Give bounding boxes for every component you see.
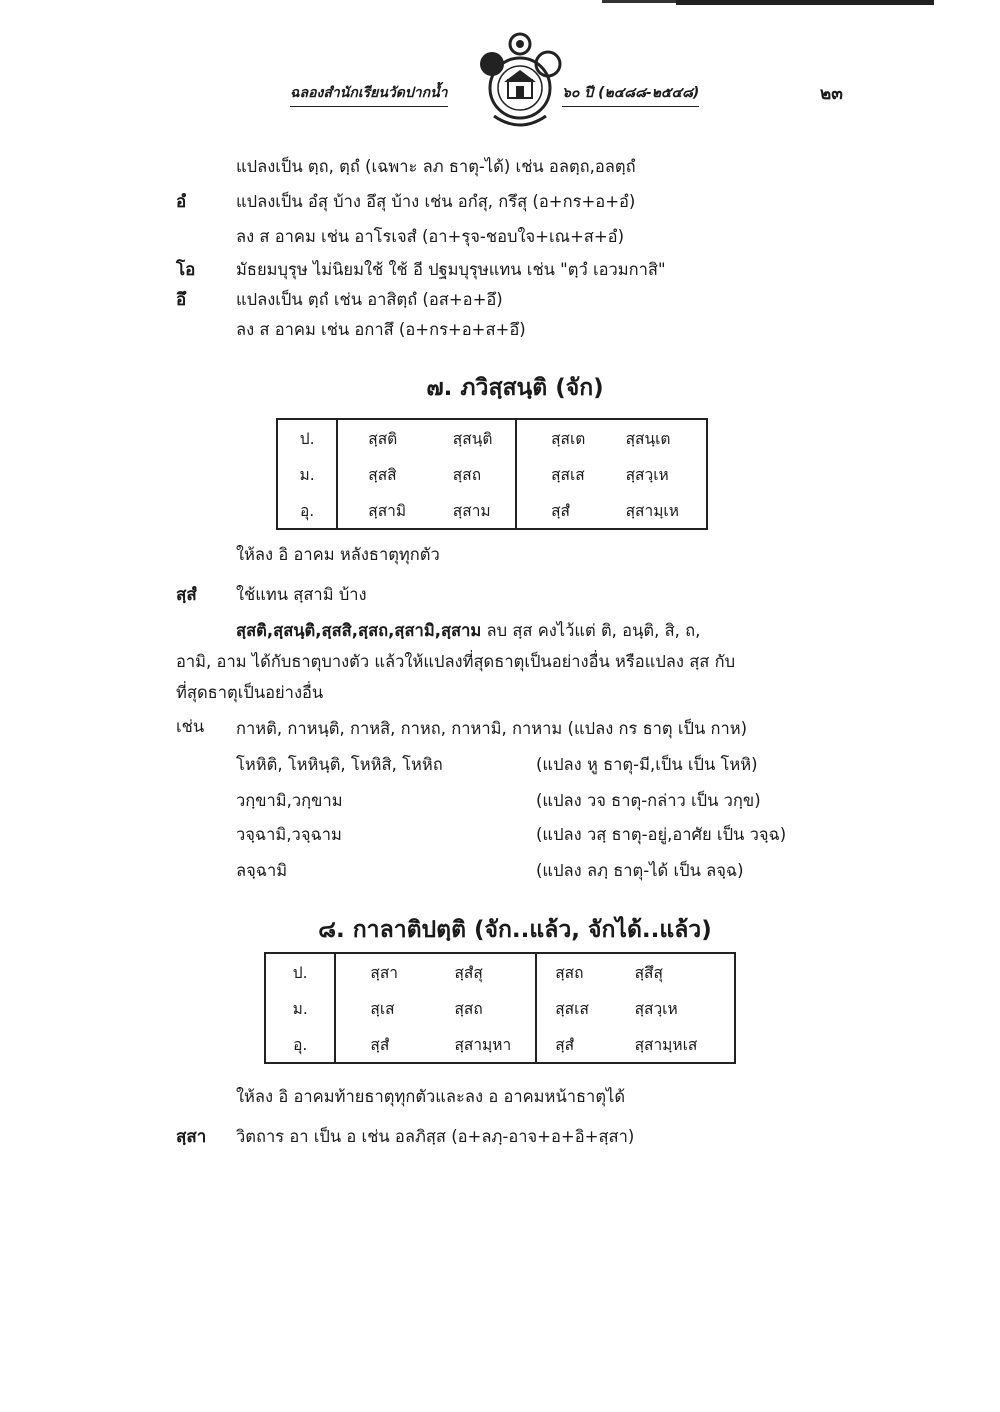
last-text: วิตถาร อา เป็น อ เช่น อลภิสฺส (อ+ลภฺ-อาจ+อ+อิ+สฺสา) xyxy=(236,1127,635,1146)
intro-mark-2: อํ xyxy=(176,192,187,212)
top-rule-thick xyxy=(676,0,934,5)
intro-line-1: แปลงเป็น ตฺถ, ตฺถํ (เฉพาะ ลภ ธาตุ-ได้) เช่น อลตฺถ,อลตฺถํ xyxy=(236,157,636,176)
ending-cell: สฺสึสุ xyxy=(634,963,663,982)
example-5-left: ลจฺฉามิ xyxy=(236,861,288,880)
ending-cell: สฺสเส xyxy=(555,999,589,1018)
example-5-right: (แปลง ลภฺ ธาตุ-ได้ เป็น ลจฺฉ) xyxy=(536,861,744,880)
ending-cell: สฺสนฺติ xyxy=(453,419,516,456)
table-row xyxy=(265,953,735,990)
paragraph-bold-endings: สฺสติ,สฺสนฺติ,สฺสสิ,สฺสถ,สฺสามิ,สฺสาม xyxy=(236,621,482,640)
intro-line-2: แปลงเป็น อํสุ บ้าง อึสุ บ้าง เช่น อกํสุ, กรึสุ (อ+กร+อ+อํ) xyxy=(236,192,636,211)
ending-cell: สฺสามิ xyxy=(368,501,407,520)
ending-cell: สฺสถ xyxy=(453,456,516,492)
section-8-table xyxy=(264,952,736,1064)
intro-mark-4: โอ xyxy=(176,260,196,280)
ending-cell: สฺสเต xyxy=(551,429,586,448)
section-7-title: ๗. ภวิสฺสนฺติ (จัก) xyxy=(426,375,604,401)
example-2-left: โหหิติ, โหหินฺติ, โหหิสิ, โหหิถ xyxy=(236,755,443,774)
temple-seal-icon xyxy=(470,30,570,135)
sam-text: ใช้แทน สฺสามิ บ้าง xyxy=(236,585,367,604)
ending-cell: สฺสวฺเห xyxy=(634,999,678,1018)
ending-cell: สฺสติ xyxy=(368,429,398,448)
example-3-right: (แปลง วจ ธาตุ-กล่าว เป็น วกฺข) xyxy=(536,791,761,810)
paragraph-line-3: ที่สุดธาตุเป็นอย่างอื่น xyxy=(176,683,324,702)
table-row xyxy=(265,990,735,1026)
header-right-title: ๖๐ ปี (๒๔๘๘-๒๕๔๘) xyxy=(562,82,699,107)
intro-line-4: มัธยมบุรุษ ไม่นิยมใช้ ใช้ อี ปฐมบุรุษแทน เช่น "ตฺวํ เอวมกาสิ" xyxy=(236,260,666,279)
example-1-left: กาหติ, กาหนฺติ, กาหสิ, กาหถ, กาหามิ, กาหาม (แปลง กร ธาตุ เป็น กาห) xyxy=(236,719,748,738)
person-cell: อุ. xyxy=(277,492,337,529)
section-8-title: ๘. กาลาติปตฺติ (จัก..แล้ว, จักได้..แล้ว) xyxy=(318,917,712,943)
intro-line-3: ลง ส อาคม เช่น อาโรเจสํ (อา+รุจ-ชอบใจ+เณ+ส+อํ) xyxy=(236,227,625,246)
person-cell: อุ. xyxy=(265,1026,335,1063)
example-3-left: วกฺขามิ,วกฺขาม xyxy=(236,791,343,810)
sam-mark: สฺสํ xyxy=(176,585,197,605)
person-cell: ป. xyxy=(277,419,337,456)
paragraph-rest: ลบ สฺส คงไว้แต่ ติ, อนฺติ, สิ, ถ, xyxy=(481,621,701,640)
ending-cell: สฺสามฺหา xyxy=(454,1026,536,1063)
example-4-left: วจฺฉามิ,วจฺฉาม xyxy=(236,825,342,844)
person-cell: ป. xyxy=(265,953,335,990)
intro-mark-5: อึ xyxy=(176,290,187,310)
ending-cell: สฺสสิ xyxy=(368,465,397,484)
section-7-note: ให้ลง อิ อาคม หลังธาตุทุกตัว xyxy=(236,545,440,564)
person-cell: ม. xyxy=(277,456,337,492)
ending-cell: สฺสถ xyxy=(555,963,584,982)
example-4-right: (แปลง วสฺ ธาตุ-อยู่,อาศัย เป็น วจฺฉ) xyxy=(536,825,787,844)
section-8-note: ให้ลง อิ อาคมท้ายธาตุทุกตัวและลง อ อาคมหน้าธาตุได้ xyxy=(236,1087,626,1106)
ending-cell: สฺสํสุ xyxy=(454,953,536,990)
ending-cell: สฺสวฺเห xyxy=(625,465,669,484)
table-row xyxy=(277,456,707,492)
ending-cell: สฺสามฺเห xyxy=(625,501,679,520)
example-2-right: (แปลง หู ธาตุ-มี,เป็น เป็น โหหิ) xyxy=(536,755,758,774)
section-7-table xyxy=(276,418,708,530)
ending-cell: สฺสเส xyxy=(551,465,585,484)
paragraph-line-1 xyxy=(236,620,700,642)
paragraph-line-2: อามิ, อาม ได้กับธาตุบางตัว แล้วให้แปลงที่สุดธาตุเป็นอย่างอื่น หรือแปลง สฺส กับ xyxy=(176,652,736,671)
ending-cell: สฺสาม xyxy=(453,492,516,529)
ending-cell: สฺเส xyxy=(370,999,395,1018)
ending-cell: สฺสามฺหเส xyxy=(634,1035,698,1054)
table-row xyxy=(277,492,707,529)
last-mark: สฺสา xyxy=(176,1127,207,1147)
ending-cell: สฺสนฺเต xyxy=(625,429,671,448)
example-label: เช่น xyxy=(176,717,205,736)
table-row xyxy=(277,419,707,456)
table-row xyxy=(265,1026,735,1063)
page-number: ๒๓ xyxy=(820,84,843,104)
ending-cell: สฺสํ xyxy=(555,1035,575,1054)
person-cell: ม. xyxy=(265,990,335,1026)
ending-cell: สฺสํ xyxy=(551,501,570,520)
ending-cell: สฺสถ xyxy=(454,990,536,1026)
intro-line-5: แปลงเป็น ตฺถํ เช่น อาสิตฺถํ (อส+อ+อึ) xyxy=(236,290,503,309)
header-left-title: ฉลองสำนักเรียนวัดปากน้ำ xyxy=(290,82,448,107)
ending-cell: สฺสา xyxy=(370,963,399,982)
page-header xyxy=(0,30,1000,140)
ending-cell: สฺสํ xyxy=(370,1035,390,1054)
intro-line-6: ลง ส อาคม เช่น อกาสึ (อ+กร+อ+ส+อึ) xyxy=(236,320,526,339)
